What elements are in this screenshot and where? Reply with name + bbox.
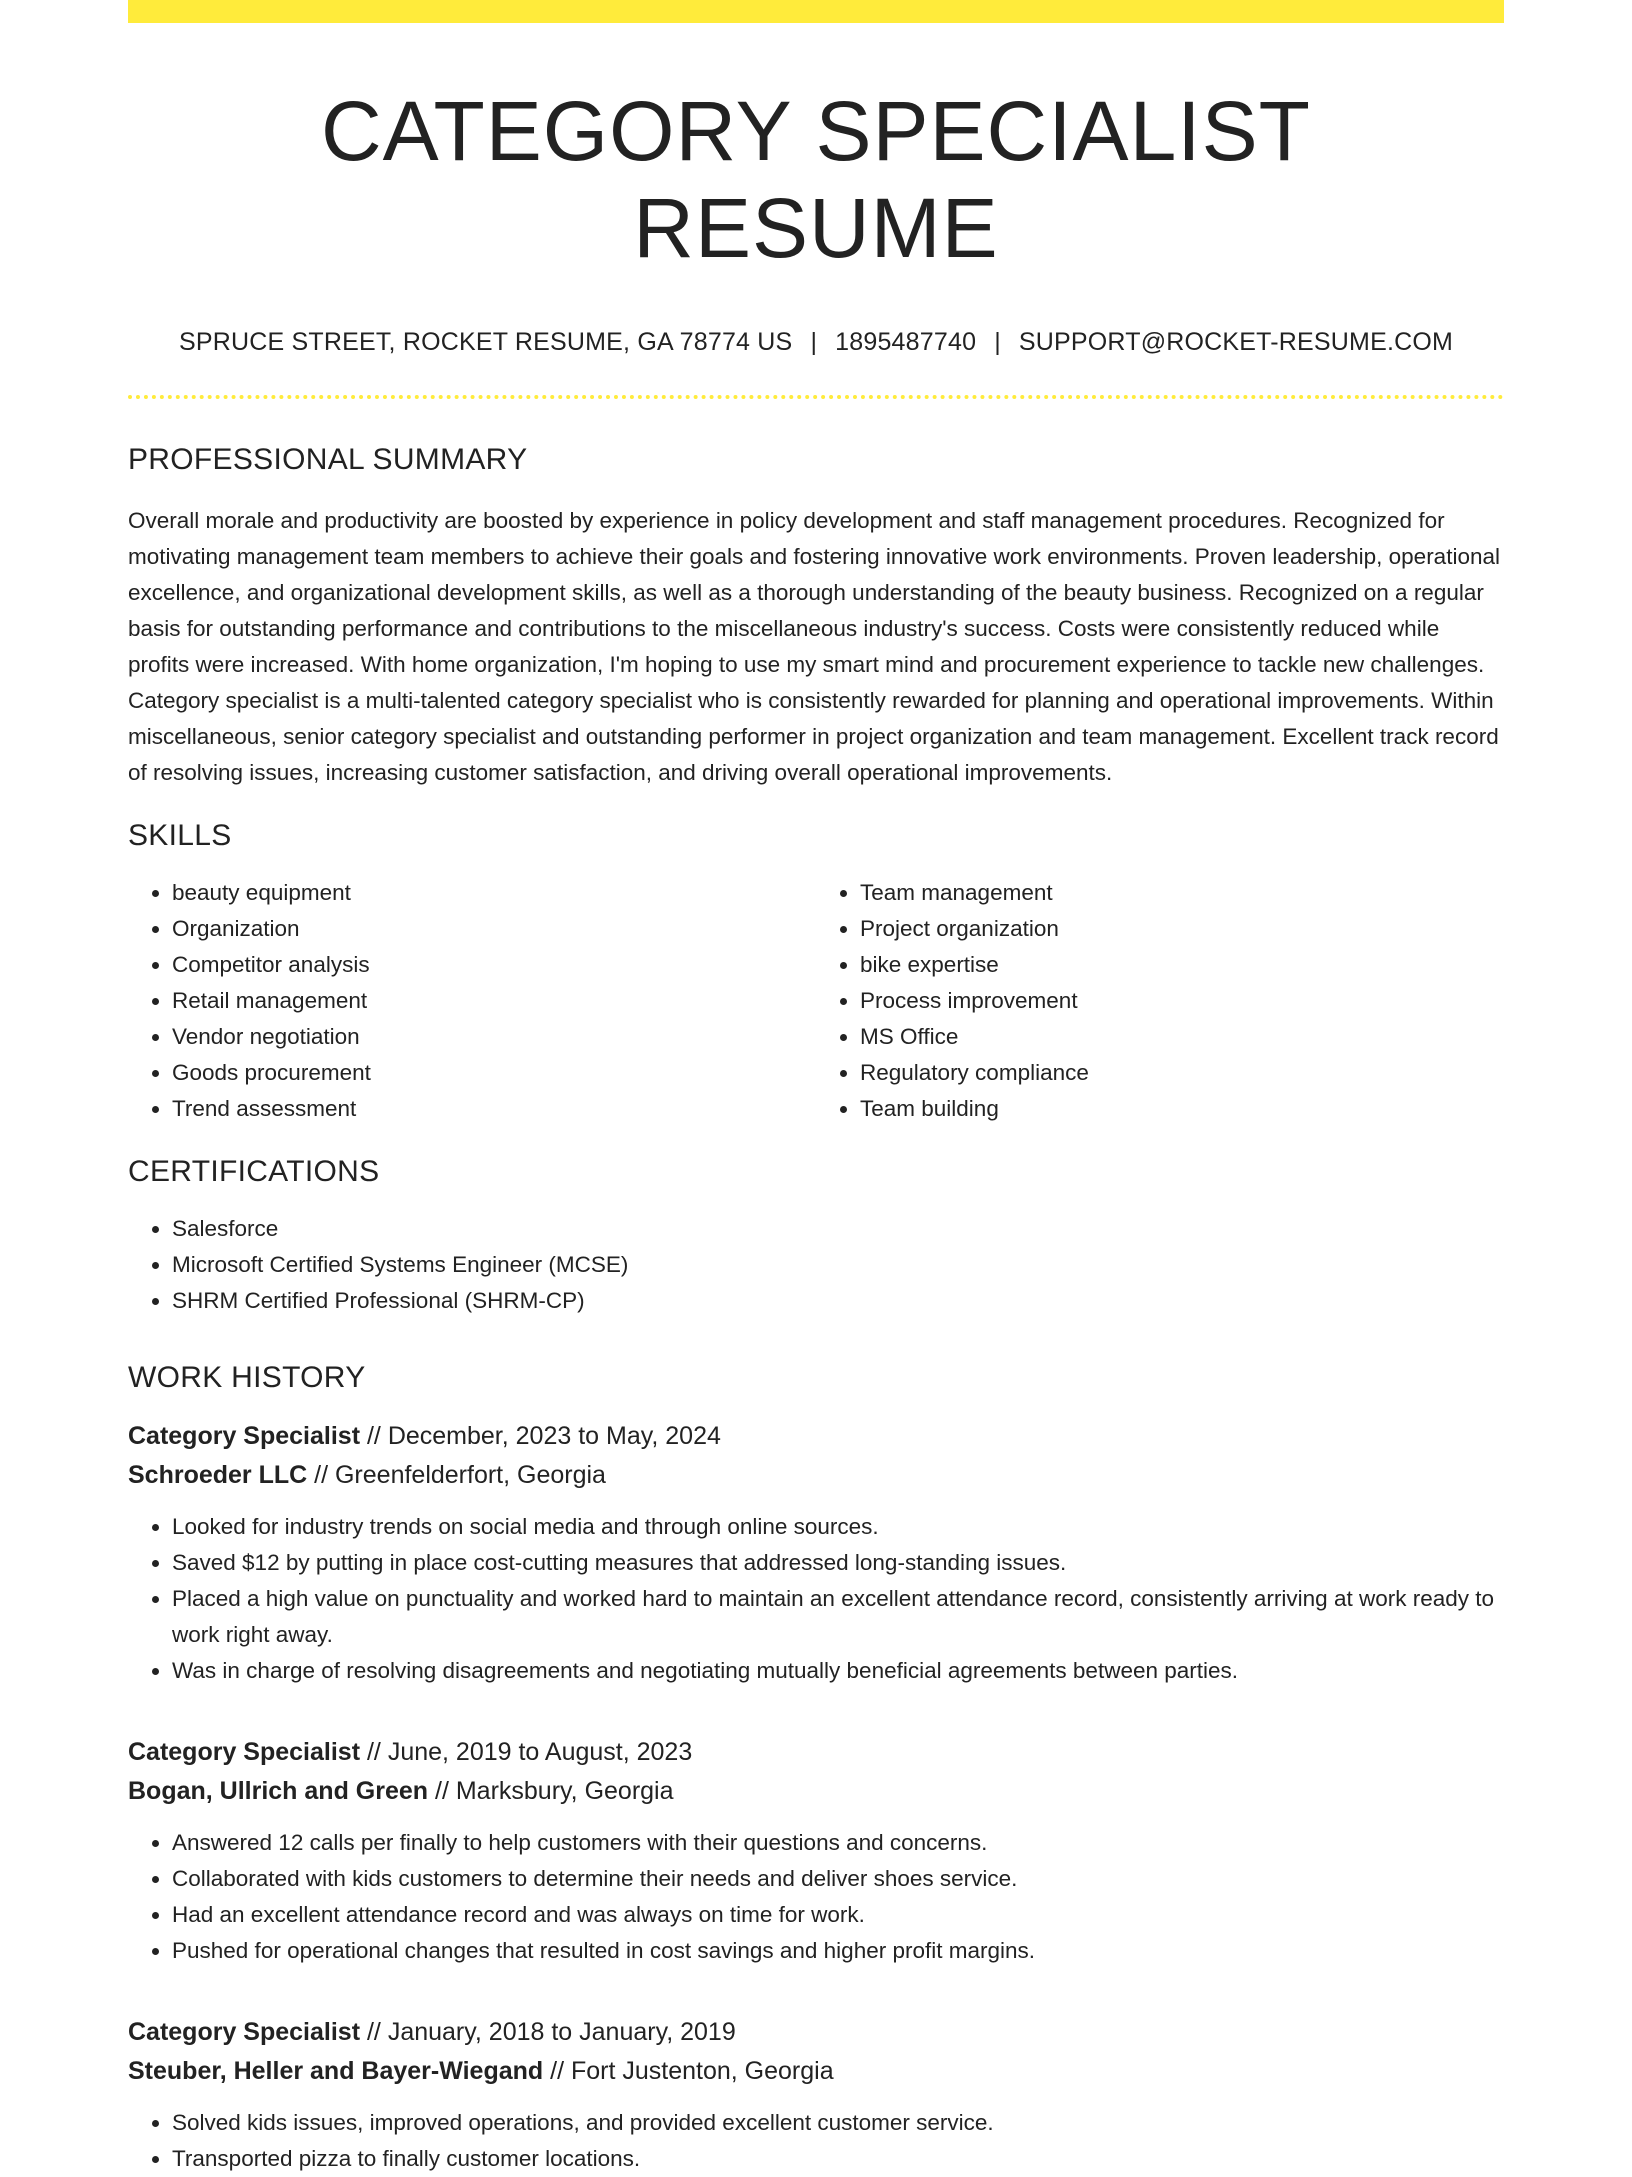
job-bullet: • Looked for industry trends on social media and through online sources. [172,1509,1504,1545]
certifications-heading: CERTIFICATIONS [128,1155,380,1189]
skill-item: • Project organization [860,911,1504,947]
job-title-line [128,2013,1504,2052]
job-location: // Fort Justenton, Georgia [543,2057,834,2086]
summary-text: Overall morale and productivity are boosted by experience in policy development and staff management procedures. Recognized for motivating management team members to achieve their goals and fostering innovative work environments. Proven leadership, operational excellence, and organizational development skills, as well as a thorough understanding of the beauty business. Recognized on a regular basis for outstanding performance and contributions to the miscellaneous industry's success. Costs were consistently reduced while profits were increased. With home organization, I'm hoping to use my smart mind and procurement experience to tackle new challenges. Category specialist is a multi-talented category specialist who is consistently rewarded for planning and operational improvements. Within miscellaneous, senior category specialist and outstanding performer in project organization and team management. Excellent track record of resolving issues, increasing customer satisfaction, and driving overall operational improvements. [128,508,1500,786]
job-bullet: • Placed a high value on punctuality and worked hard to maintain an excellent attendance record, consistently arriving at work ready to work right away. [172,1581,1504,1653]
job-company-line [128,1456,1504,1495]
certification-item: • SHRM Certified Professional (SHRM-CP) [172,1283,1504,1319]
skill-item: • Team management [860,875,1504,911]
skills-heading: SKILLS [128,819,232,853]
skill-item: • Trend assessment [172,1091,816,1127]
job-entry [128,1733,1504,1969]
skill-item: • Vendor negotiation [172,1019,816,1055]
contact-phone: 1895487740 [835,328,977,357]
job-title-line [128,1417,1504,1456]
job-bullet: • Saved $12 by putting in place cost-cutting measures that addressed long-standing issues. [172,1545,1504,1581]
skills-column-left [128,875,816,1127]
job-dates: // January, 2018 to January, 2019 [360,2018,736,2047]
job-bullet: • Answered 12 calls per finally to help customers with their questions and concerns. [172,1825,1504,1861]
skills-list [128,875,1504,1127]
summary-heading: PROFESSIONAL SUMMARY [128,443,528,477]
resume-title: CATEGORY SPECIALIST RESUME [321,84,1311,275]
job-bullets [128,2105,1504,2177]
certifications-list [128,1211,1504,1319]
job-company: Steuber, Heller and Bayer-Wiegand [128,2057,544,2086]
skill-item: • Goods procurement [172,1055,816,1091]
skill-item: • Competitor analysis [172,947,816,983]
skill-item: • bike expertise [860,947,1504,983]
job-bullets [128,1825,1504,1969]
job-bullets [128,1509,1504,1689]
skill-item: • beauty equipment [172,875,816,911]
skill-item: • Organization [172,911,816,947]
skill-item: • Process improvement [860,983,1504,1019]
job-dates: // December, 2023 to May, 2024 [360,1422,721,1451]
job-company-line [128,2052,1504,2091]
skill-item: • Team building [860,1091,1504,1127]
job-entry [128,1417,1504,1689]
work-history-heading: WORK HISTORY [128,1361,366,1395]
contact-separator: | [994,328,1001,357]
job-company-line [128,1772,1504,1811]
job-title: Category Specialist [128,1422,361,1451]
resume-page [128,0,1504,2177]
job-location: // Greenfelderfort, Georgia [307,1461,606,1490]
certification-item: • Microsoft Certified Systems Engineer (MCSE) [172,1247,1504,1283]
top-accent-bar [128,0,1504,23]
header-divider [128,395,1504,399]
job-location: // Marksbury, Georgia [428,1777,674,1806]
contact-line [128,328,1504,357]
job-bullet: • Solved kids issues, improved operations, and provided excellent customer service. [172,2105,1504,2141]
job-bullet: • Had an excellent attendance record and was always on time for work. [172,1897,1504,1933]
job-bullet: • Was in charge of resolving disagreements and negotiating mutually beneficial agreements between parties. [172,1653,1504,1689]
skills-column-right [816,875,1504,1127]
job-dates: // June, 2019 to August, 2023 [360,1738,693,1767]
skill-item: • Retail management [172,983,816,1019]
job-entry [128,2013,1504,2177]
job-company: Bogan, Ullrich and Green [128,1777,429,1806]
skill-item: • Regulatory compliance [860,1055,1504,1091]
contact-email: SUPPORT@ROCKET-RESUME.COM [1018,328,1454,357]
certification-item: • Salesforce [172,1211,1504,1247]
job-bullet: • Transported pizza to finally customer locations. [172,2141,1504,2177]
job-title: Category Specialist [128,1738,361,1767]
skill-item: • MS Office [860,1019,1504,1055]
contact-address: SPRUCE STREET, ROCKET RESUME, GA 78774 US [178,328,793,357]
job-title: Category Specialist [128,2018,361,2047]
job-company: Schroeder LLC [128,1461,308,1490]
job-bullet: • Collaborated with kids customers to determine their needs and deliver shoes service. [172,1861,1504,1897]
job-bullet: • Pushed for operational changes that resulted in cost savings and higher profit margins. [172,1933,1504,1969]
contact-separator: | [810,328,818,357]
job-title-line [128,1733,1504,1772]
